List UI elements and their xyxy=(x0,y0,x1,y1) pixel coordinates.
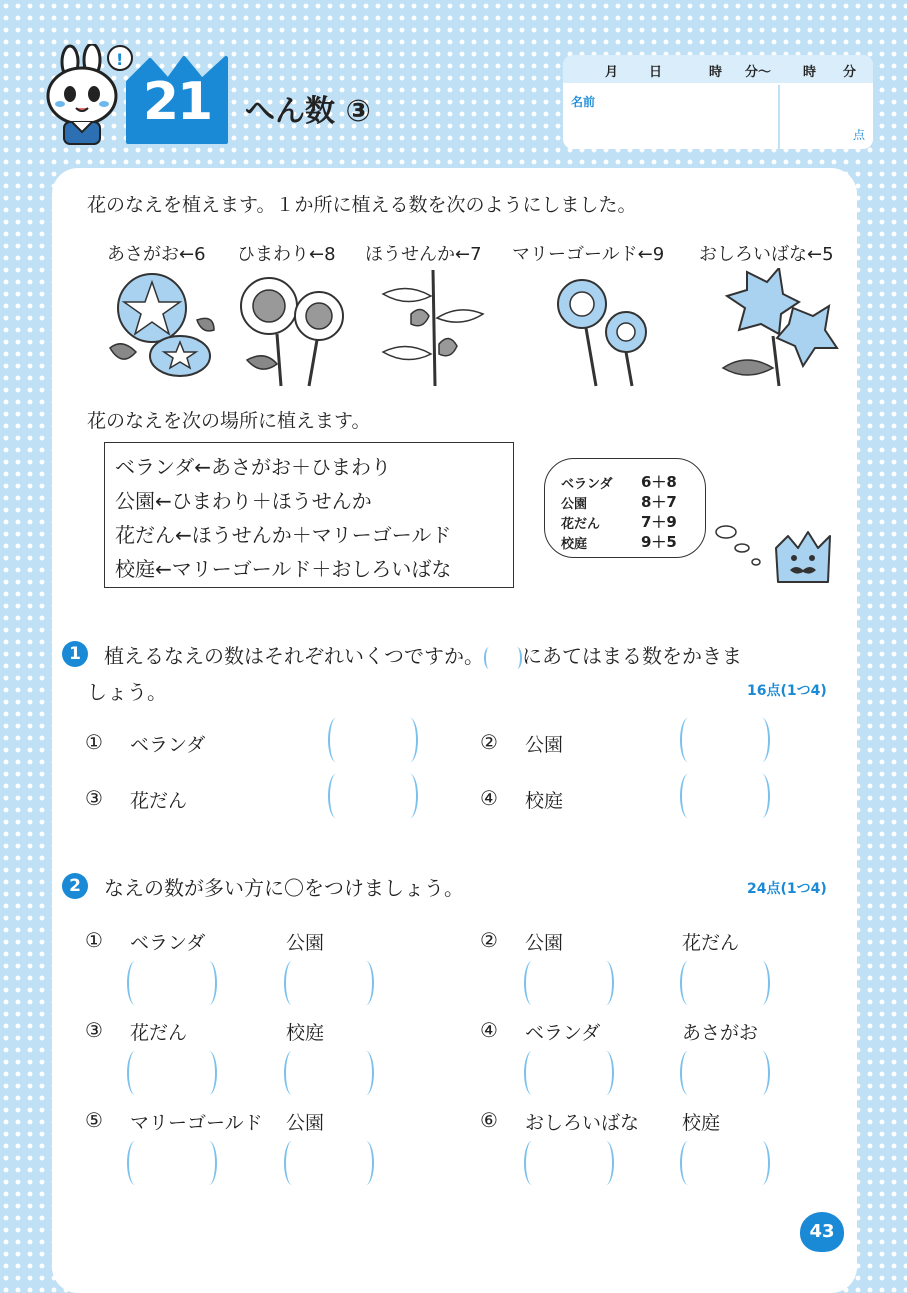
worksheet-panel xyxy=(52,168,857,1293)
q2-item-4-option-b: あさがお xyxy=(682,1022,759,1044)
score-unit: 点 xyxy=(852,128,865,142)
sunflower-icon xyxy=(237,268,357,388)
q2-item-4-blank-a[interactable] xyxy=(524,1051,614,1097)
q2-item-4-number: ④ xyxy=(480,1018,498,1042)
q2-item-3-option-a: 花だん xyxy=(130,1022,188,1044)
q2-item-2-number: ② xyxy=(480,928,498,952)
q2-item-1-option-a: ベランダ xyxy=(130,932,206,954)
q2-item-5-number: ⑤ xyxy=(85,1108,103,1132)
score-divider xyxy=(778,85,780,149)
bubble-label-schoolyard: 校庭 xyxy=(561,537,588,552)
q1-item-3-label: 花だん xyxy=(130,790,188,812)
balsam-icon xyxy=(377,268,497,388)
minute-end-label: 分 xyxy=(843,65,857,80)
q2-item-3-blank-a[interactable] xyxy=(127,1051,217,1097)
q2-item-5-blank-a[interactable] xyxy=(127,1141,217,1187)
q2-item-6-option-a: おしろいばな xyxy=(525,1112,640,1134)
question-2-points: 24点(1つ4) xyxy=(747,881,827,897)
minute-from-label: 分〜 xyxy=(745,65,772,80)
q2-item-2-blank-b[interactable] xyxy=(680,961,770,1007)
marigold-icon xyxy=(540,268,665,388)
mascot-character-icon xyxy=(40,44,135,152)
q1-item-4-answer-blank[interactable] xyxy=(680,774,770,820)
page-number: 43 xyxy=(800,1212,844,1252)
q1-item-3-answer-blank[interactable] xyxy=(328,774,418,820)
place-line-schoolyard: 校庭←マリーゴールド＋おしろいばな xyxy=(115,557,452,581)
flower-label-marigold: マリーゴールド←9 xyxy=(512,244,665,265)
q1-item-1-answer-blank[interactable] xyxy=(328,718,418,764)
q2-item-1-blank-a[interactable] xyxy=(127,961,217,1007)
morning-glory-icon xyxy=(102,268,222,388)
question-1-text-a: 植えるなえの数はそれぞれいくつですか。 xyxy=(104,644,484,668)
month-label: 月 xyxy=(605,65,619,80)
q2-item-5-option-a: マリーゴールド xyxy=(130,1112,263,1134)
place-line-veranda: ベランダ←あさがお＋ひまわり xyxy=(115,455,391,479)
bubble-value-park: 8＋7 xyxy=(641,493,677,511)
q1-item-1-label: ベランダ xyxy=(130,734,206,756)
q2-item-5-option-b: 公園 xyxy=(286,1112,325,1134)
q1-item-1-number: ① xyxy=(85,730,103,754)
flower-label-asagao: あさがお←6 xyxy=(107,244,206,265)
place-line-flowerbed: 花だん←ほうせんか＋マリーゴールド xyxy=(115,523,452,547)
q2-item-4-blank-b[interactable] xyxy=(680,1051,770,1097)
q2-item-6-blank-b[interactable] xyxy=(680,1141,770,1187)
q2-item-3-blank-b[interactable] xyxy=(284,1051,374,1097)
svg-text:!: ! xyxy=(116,50,124,69)
bubble-value-veranda: 6＋8 xyxy=(641,473,677,491)
crown-mascot-icon xyxy=(712,518,852,593)
question-1-text xyxy=(104,640,742,669)
flower-label-oshiroibana: おしろいばな←5 xyxy=(699,244,834,265)
q1-item-2-answer-blank[interactable] xyxy=(680,718,770,764)
four-oclock-flower-icon xyxy=(717,268,842,388)
lesson-title: へん数 ③ xyxy=(245,94,371,129)
q2-item-3-option-b: 校庭 xyxy=(286,1022,325,1044)
q2-item-2-option-a: 公園 xyxy=(525,932,564,954)
hour-label: 時 xyxy=(709,65,723,80)
flower-label-himawari: ひまわり←8 xyxy=(237,244,336,265)
q1-item-4-label: 校庭 xyxy=(525,790,564,812)
question-1-text-c: しょう。 xyxy=(87,680,167,704)
score-box xyxy=(563,55,873,149)
q2-item-1-blank-b[interactable] xyxy=(284,961,374,1007)
q2-item-3-number: ③ xyxy=(85,1018,103,1042)
bubble-label-park: 公園 xyxy=(561,497,588,512)
question-2-text: なえの数が多い方に〇をつけましょう。 xyxy=(104,876,464,900)
bubble-label-veranda: ベランダ xyxy=(561,477,613,492)
bubble-value-flowerbed: 7＋9 xyxy=(641,513,677,531)
flower-label-housenka: ほうせんか←7 xyxy=(365,244,482,265)
q2-item-2-blank-a[interactable] xyxy=(524,961,614,1007)
question-2-badge: 2 xyxy=(62,873,88,899)
places-box xyxy=(104,442,514,588)
question-1-points: 16点(1つ4) xyxy=(747,683,827,699)
q2-item-1-option-b: 公園 xyxy=(286,932,325,954)
q2-item-4-option-a: ベランダ xyxy=(525,1022,601,1044)
q2-item-6-option-b: 校庭 xyxy=(682,1112,721,1134)
q2-item-6-number: ⑥ xyxy=(480,1108,498,1132)
intro-text: 花のなえを植えます。１か所に植える数を次のようにしました。 xyxy=(87,194,637,216)
q2-item-2-option-b: 花だん xyxy=(682,932,740,954)
q1-item-3-number: ③ xyxy=(85,786,103,810)
name-label: 名前 xyxy=(571,95,596,109)
q2-item-6-blank-a[interactable] xyxy=(524,1141,614,1187)
q1-item-2-number: ② xyxy=(480,730,498,754)
question-1-badge: 1 xyxy=(62,641,88,667)
hour-end-label: 時 xyxy=(803,65,817,80)
q2-item-5-blank-b[interactable] xyxy=(284,1141,374,1187)
q2-item-1-number: ① xyxy=(85,928,103,952)
places-intro: 花のなえを次の場所に植えます。 xyxy=(87,410,371,432)
bubble-value-schoolyard: 9＋5 xyxy=(641,533,677,551)
q1-item-4-number: ④ xyxy=(480,786,498,810)
place-line-park: 公園←ひまわり＋ほうせんか xyxy=(115,489,372,513)
day-label: 日 xyxy=(649,65,663,80)
thought-bubble xyxy=(544,458,706,558)
flower-count-row xyxy=(107,240,847,266)
question-1-text-b: にあてはまる数をかきま xyxy=(522,644,742,668)
lesson-number: 21 xyxy=(142,72,212,132)
q1-item-2-label: 公園 xyxy=(525,734,564,756)
bubble-label-flowerbed: 花だん xyxy=(561,517,601,532)
inline-blank-parens xyxy=(484,647,522,669)
time-row xyxy=(563,55,873,83)
header xyxy=(0,0,907,170)
